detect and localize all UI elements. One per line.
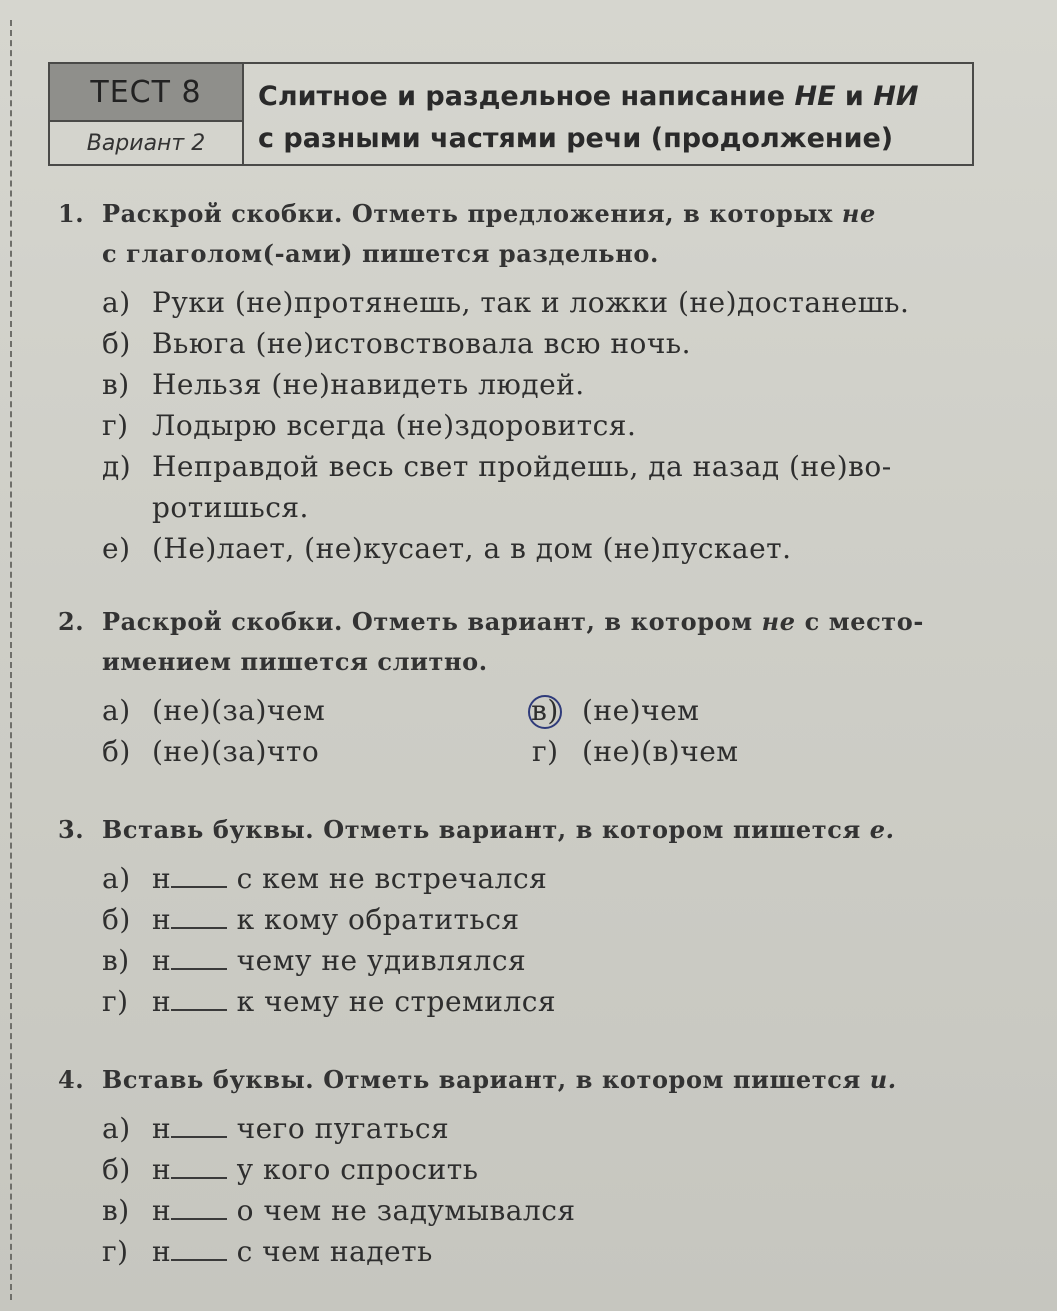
answer-blank[interactable] — [171, 1196, 227, 1220]
title-text: Слитное и раздельное написание — [258, 81, 795, 112]
question-4 — [58, 1060, 988, 1272]
option-text: (не)(за)чем — [152, 694, 326, 727]
option-g — [532, 731, 962, 772]
title-ni: НИ — [873, 81, 919, 112]
option-label: б) — [102, 1153, 131, 1186]
question-text: Вставь буквы. Отметь вариант, в котором пишется — [102, 1065, 870, 1094]
question-1 — [58, 194, 988, 569]
option-v-marked — [532, 690, 962, 731]
option-prefix: н — [152, 985, 172, 1018]
answer-blank[interactable] — [171, 1155, 227, 1179]
question-text: имением пишется слитно. — [102, 647, 488, 676]
option-b — [102, 1149, 988, 1190]
option-label: в) — [102, 368, 130, 401]
answer-blank[interactable] — [171, 1237, 227, 1261]
test-header — [48, 62, 974, 166]
title-ne: НЕ — [794, 81, 836, 112]
question-number: 1. — [58, 199, 85, 228]
option-text: (не)(за)что — [152, 735, 320, 768]
option-text: (не)(в)чем — [582, 735, 739, 768]
option-label: б) — [102, 735, 131, 768]
option-a — [102, 1108, 988, 1149]
question-number: 4. — [58, 1065, 85, 1094]
option-label: г) — [102, 409, 129, 442]
option-text: Руки (не)протянешь, так и ложки (не)достанешь. — [152, 286, 910, 319]
option-prefix: н — [152, 1153, 172, 1186]
option-text: чему не удивлялся — [236, 944, 527, 977]
answer-blank[interactable] — [171, 1114, 227, 1138]
option-b — [102, 731, 532, 772]
option-v — [102, 1190, 988, 1231]
option-a — [102, 282, 988, 323]
question-3 — [58, 810, 988, 1022]
option-text: (Не)лает, (не)кусает, а в дом (не)пускает. — [152, 532, 792, 565]
option-v — [102, 940, 988, 981]
question-text-italic: не — [761, 607, 796, 636]
cut-line — [10, 20, 12, 1300]
question-text: Вставь буквы. Отметь вариант, в котором пишется — [102, 815, 870, 844]
question-text-italic: не — [841, 199, 876, 228]
circled-answer-mark: в) — [528, 695, 562, 729]
answer-blank[interactable] — [171, 987, 227, 1011]
option-text: ротишься. — [152, 491, 309, 524]
option-label: а) — [102, 286, 131, 319]
option-label: г) — [532, 735, 559, 768]
option-label: б) — [102, 903, 131, 936]
option-label: а) — [102, 1112, 131, 1145]
question-3-options — [58, 858, 988, 1022]
title-line-2: с разными частями речи (продолжение) — [258, 123, 894, 154]
option-label: в) — [102, 1194, 130, 1227]
variant-label: Вариант 2 — [86, 130, 206, 156]
option-text: Вьюга (не)истовствовала всю ночь. — [152, 327, 692, 360]
question-number: 3. — [58, 815, 85, 844]
option-text: Лодырю всегда (не)здоровится. — [152, 409, 637, 442]
option-text: Нельзя (не)навидеть людей. — [152, 368, 585, 401]
option-text: с кем не встречался — [236, 862, 548, 895]
option-prefix: н — [152, 862, 172, 895]
answer-blank[interactable] — [171, 905, 227, 929]
option-e — [102, 528, 988, 569]
option-text: о чем не задумывался — [236, 1194, 576, 1227]
question-4-options — [58, 1108, 988, 1272]
question-text-italic: и. — [869, 1065, 897, 1094]
test-id-box — [50, 64, 244, 164]
question-text: Раскрой скобки. Отметь вариант, в котором — [102, 607, 762, 636]
question-text: Раскрой скобки. Отметь предложения, в которых — [102, 199, 842, 228]
title-line-1 — [258, 76, 958, 118]
option-text: чего пугаться — [236, 1112, 450, 1145]
question-text: с глаголом(-ами) пишется раздельно. — [102, 239, 659, 268]
option-g — [102, 1231, 988, 1272]
option-g — [102, 405, 988, 446]
option-label: а) — [102, 862, 131, 895]
test-label: ТЕСТ 8 — [50, 64, 242, 122]
option-label: г) — [102, 985, 129, 1018]
option-prefix: н — [152, 1194, 172, 1227]
option-d — [102, 446, 988, 487]
option-prefix: н — [152, 1235, 172, 1268]
option-d-continued — [102, 487, 988, 528]
question-2 — [58, 602, 988, 772]
option-text: у кого спросить — [236, 1153, 479, 1186]
option-text: Неправдой весь свет пройдешь, да назад (не)во- — [152, 450, 892, 483]
options-row-1 — [102, 690, 988, 731]
option-v — [102, 364, 988, 405]
option-text: к кому обратиться — [236, 903, 520, 936]
option-text: к чему не стремился — [236, 985, 557, 1018]
option-label: д) — [102, 450, 132, 483]
question-2-title — [58, 602, 988, 682]
question-1-title — [58, 194, 988, 274]
option-prefix: н — [152, 1112, 172, 1145]
title-and: и — [835, 81, 874, 112]
option-label: е) — [102, 532, 131, 565]
answer-blank[interactable] — [171, 946, 227, 970]
question-1-options — [58, 282, 988, 569]
test-title — [244, 64, 972, 164]
question-3-title — [58, 810, 988, 850]
question-number: 2. — [58, 607, 85, 636]
option-a — [102, 690, 532, 731]
option-text: с чем надеть — [236, 1235, 433, 1268]
option-label: а) — [102, 694, 131, 727]
option-b — [102, 899, 988, 940]
question-text: с место- — [795, 607, 924, 636]
question-2-options — [58, 690, 988, 772]
option-label: в) — [102, 944, 130, 977]
option-a — [102, 858, 988, 899]
question-4-title — [58, 1060, 988, 1100]
question-text-italic: е. — [869, 815, 895, 844]
option-label: г) — [102, 1235, 129, 1268]
option-label: б) — [102, 327, 131, 360]
option-text: (не)чем — [582, 694, 700, 727]
option-prefix: н — [152, 944, 172, 977]
options-row-2 — [102, 731, 988, 772]
option-b — [102, 323, 988, 364]
option-g — [102, 981, 988, 1022]
option-prefix: н — [152, 903, 172, 936]
answer-blank[interactable] — [171, 864, 227, 888]
